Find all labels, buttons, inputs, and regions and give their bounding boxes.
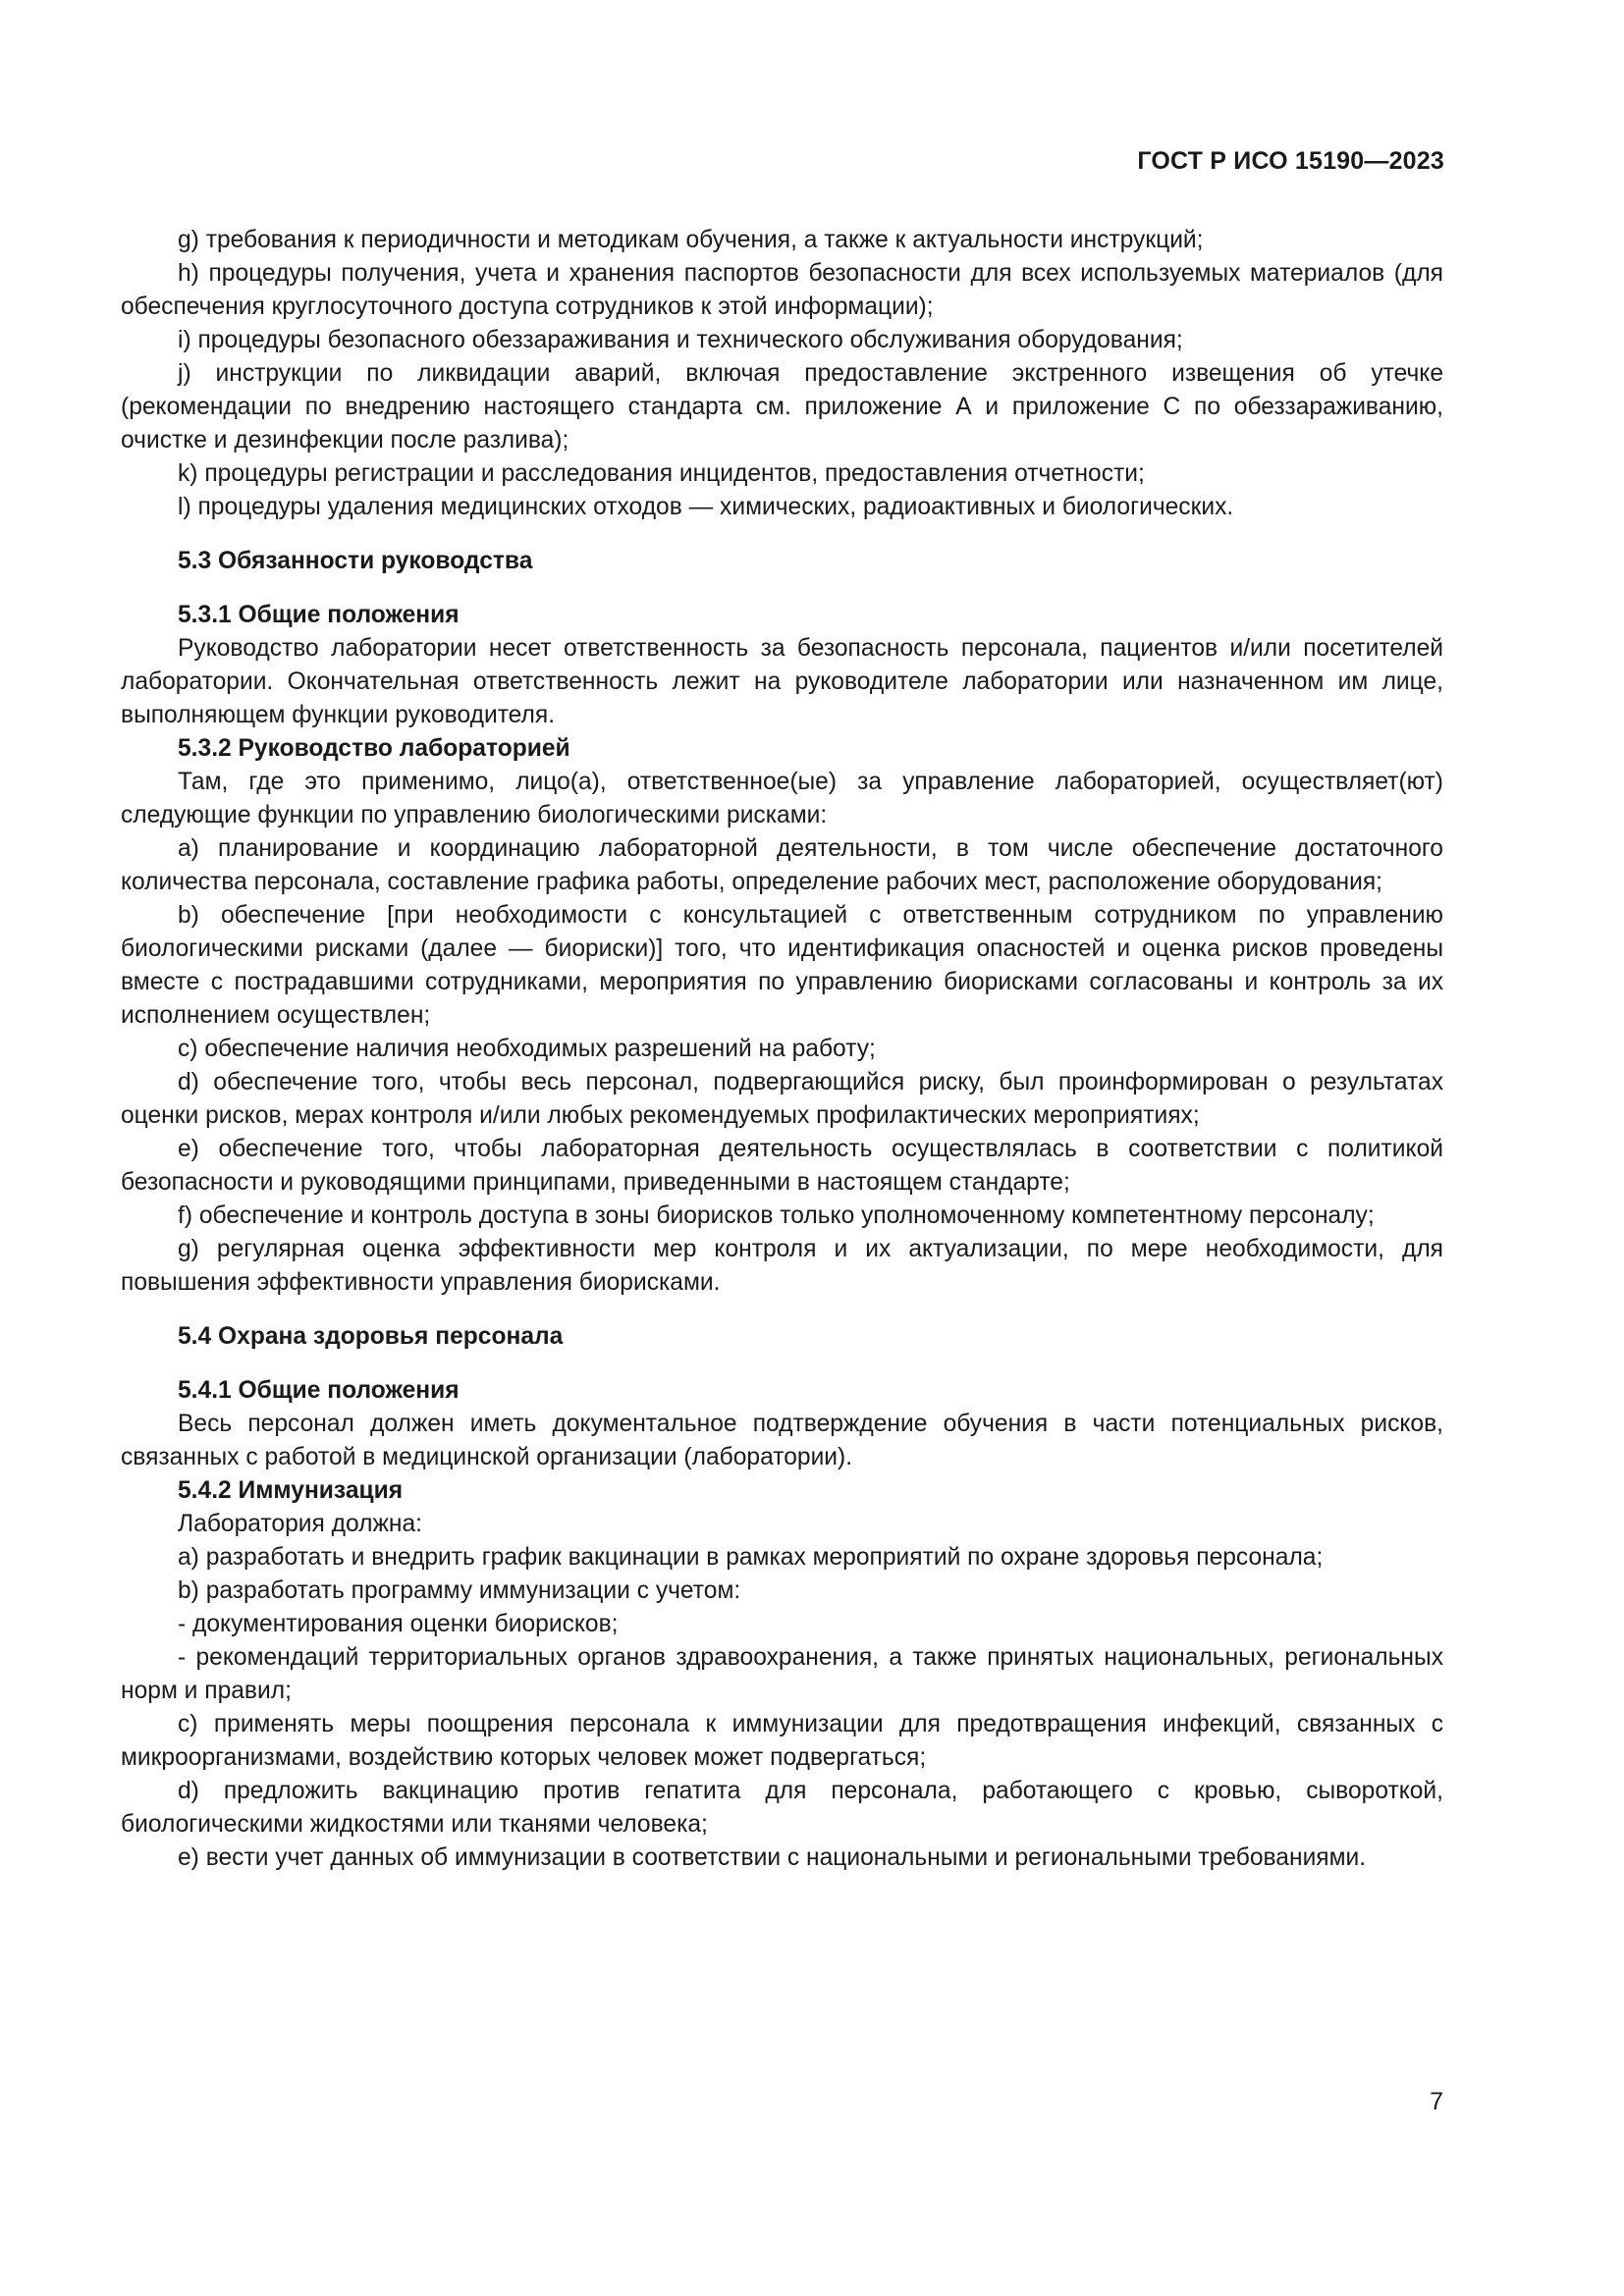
list-item-b: b) обеспечение [при необходимости с консультацией с ответственным сотрудником по управлению биологическими рисками (далее — биориски)] того, что идентификация опасностей и оценка рисков проведены вместе с пострадавшими сотрудниками, мероприятия по управлению биорисками согласованы и контроль за их исполнением осуществлен; [121,902,1443,1029]
list-item-e: e) обеспечение того, чтобы лабораторная деятельность осуществлялась в соответствии с политикой безопасности и руководящими принципами, приведенными в настоящем стандарте; [121,1136,1443,1196]
list-item-g: g) регулярная оценка эффективности мер контроля и их актуализации, по мере необходимости, для повышения эффективности управления биорисками. [121,1236,1443,1296]
page-number: 7 [1430,2088,1443,2115]
list-item-c: c) обеспечение наличия необходимых разрешений на работу; [178,1036,876,1062]
list-item-g: g) требования к периодичности и методикам обучения, а также к актуальности инструкций; [178,227,1204,253]
paragraph-5-4-1: Весь персонал должен иметь документальное подтверждение обучения в части потенциальных рисков, связанных с работой в медицинской организации (лаборатории). [121,1411,1443,1470]
list-item-d: d) предложить вакцинацию против гепатита для персонала, работающего с кровью, сывороткой, биологическими жидкостями или тканями человека; [121,1778,1443,1838]
list-item-k: k) процедуры регистрации и расследования инцидентов, предоставления отчетности; [178,460,1145,487]
list-item-f: f) обеспечение и контроль доступа в зоны биорисков только уполномоченному компетентному персоналу; [178,1202,1375,1229]
list-item-dash: - документирования оценки биорисков; [178,1611,619,1637]
list-item-d: d) обеспечение того, чтобы весь персонал, подвергающийся риску, был проинформирован о результатах оценки рисков, мерах контроля и/или любых рекомендуемых профилактических мероприятиях; [121,1069,1443,1129]
list-item-c: c) применять меры поощрения персонала к иммунизации для предотвращения инфекций, связанных с микроорганизмами, воздействию которых человек может подвергаться; [121,1711,1443,1771]
subsection-heading-5-3-2: 5.3.2 Руководство лабораторией [178,735,570,762]
list-item-a: a) планирование и координацию лабораторной деятельности, в том числе обеспечение достаточного количества персонала, составление графика работы, определение рабочих мест, расположение оборудования; [121,835,1443,895]
paragraph-5-3-2-intro: Там, где это применимо, лицо(а), ответственное(ые) за управление лабораторией, осуществляет(ют) следующие функции по управлению биологическими рисками: [121,769,1443,828]
section-heading-5-3: 5.3 Обязанности руководства [178,548,533,574]
list-item-a: a) разработать и внедрить график вакцинации в рамках мероприятий по охране здоровья персонала; [178,1544,1324,1571]
subsection-heading-5-4-2: 5.4.2 Иммунизация [178,1477,404,1504]
paragraph-5-3-1: Руководство лаборатории несет ответственность за безопасность персонала, пациентов и/или посетителей лаборатории. Окончательная ответственность лежит на руководителе лаборатории или назначенном им лице, выполняющем функции руководителя. [121,635,1443,728]
list-item-i: i) процедуры безопасного обеззараживания и технического обслуживания оборудования; [178,327,1183,353]
section-heading-5-4: 5.4 Охрана здоровья персонала [178,1323,564,1350]
document-code-header: ГОСТ Р ИСО 15190—2023 [1137,147,1444,175]
list-item-e: e) вести учет данных об иммунизации в соответствии с национальными и региональными требованиями. [178,1844,1367,1871]
list-item-h: h) процедуры получения, учета и хранения паспортов безопасности для всех используемых материалов (для обеспечения круглосуточного доступа сотрудников к этой информации); [121,260,1443,320]
list-item-l: l) процедуры удаления медицинских отходов — химических, радиоактивных и биологических. [178,494,1234,520]
list-item-dash: - рекомендаций территориальных органов здравоохранения, а также принятых национальных, региональных норм и правил; [121,1644,1443,1704]
subsection-heading-5-3-1: 5.3.1 Общие положения [178,602,460,628]
list-item-b: b) разработать программу иммунизации с учетом: [178,1577,741,1604]
list-item-j: j) инструкции по ликвидации аварий, включая предоставление экстренного извещения об утечке (рекомендации по внедрению настоящего стандарта см. приложение А и приложение С по обеззараживанию, очистке и дезинфекции после разлива); [121,360,1443,454]
document-body [121,224,1443,1875]
subsection-heading-5-4-1: 5.4.1 Общие положения [178,1377,460,1404]
paragraph-5-4-2-intro: Лаборатория должна: [178,1511,423,1537]
